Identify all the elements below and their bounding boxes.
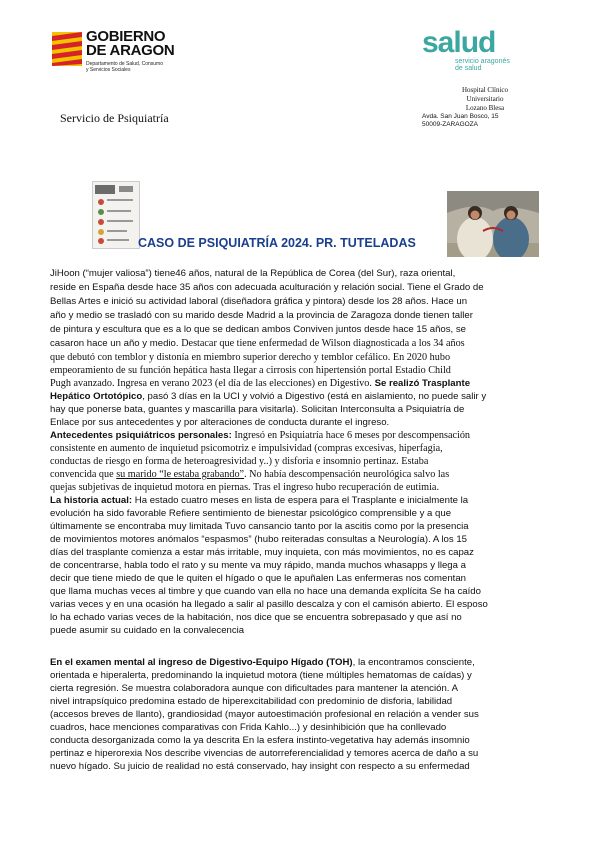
- text-line: hay que ponerse bata, guantes y mascarilla para visitarla). Solicitan Interconsulta a Psiquiatría de: [50, 404, 465, 415]
- text-line: últimamente se encontraba muy limitada Tuvo cansancio tanto por la ascitis como por la presencia: [50, 521, 469, 532]
- text-line: consistente en aumento de inquietud psicomotriz e impulsividad (compras excesivas, hiperfagia,: [50, 443, 443, 454]
- service-name: Servicio de Psiquiatría: [60, 111, 169, 125]
- drawing-image: [92, 181, 140, 249]
- salud-wordmark: salud: [422, 26, 496, 59]
- text-line: conductas de riesgo en forma de heteroagresividad y..) y disforia e insomnio pertinaz. Estaba: [50, 456, 429, 467]
- text-line: empeoramiento de su función hepática hasta llegar a cirrosis con hipertensión portal Estadio Child: [50, 365, 451, 376]
- text-line: año y medio se trasladó con su marido desde Madrid a la provincia de Zaragoza donde tienen taller: [50, 310, 473, 321]
- frida-painting-image: [447, 191, 539, 257]
- text-line: convencida que su marido “le estaba grabando”. No había descompensación neurológica salvo las: [50, 469, 450, 480]
- text-line: cuadros, hace menciones comparativas con Frida Kahlo...) y desinhibición que ha conllevado: [50, 722, 447, 733]
- text-line: evolución ha sido favorable Refiere sentimiento de bienestar psicológico comprensible y a que: [50, 508, 452, 519]
- gov-name: GOBIERNO DE ARAGON: [86, 28, 175, 59]
- text-line: que debutó con temblor y distonía en miembro superior derecho y temblor cefálico. En 2020 hubo: [50, 352, 451, 363]
- text-line: Pugh avanzado. Ingresa en verano 2023 (el día de las elecciones) en Digestivo. Se realizó Trasplante: [50, 378, 471, 389]
- text-line: cierta regresión. Se muestra colaboradora aunque con dificultades para mantener la atención. A: [50, 683, 458, 694]
- text-line: Bellas Artes e inició su actividad laboral (diseñadora gráfica y pintora) desde los 28 años. Hace un: [50, 296, 468, 307]
- text-line: que llama muchas veces al timbre y que cuando van ella no hace una demanda explícita Se ha caído: [50, 586, 481, 597]
- gobierno-aragon-logo: [52, 30, 192, 82]
- text-line: varias veces y en una ocasión ha llegado a salir al pasillo descalza y con el camisón abierto. El esposo: [50, 599, 488, 610]
- text-line: JiHoon (“mujer valiosa”) tiene46 años, natural de la República de Corea (del Sur), raza oriental,: [50, 268, 456, 279]
- text-line: días del trasplante comienza a estar más irritable, muy inquieta, con más movimientos, no es capaz: [50, 547, 474, 558]
- text-line: casaron hace un año y medio. Destacar que tiene enfermedad de Wilson diagnosticada a los 34 años: [50, 338, 465, 349]
- text-line: quejas subjetivas de inquietud motora en piernas. Tras el ingreso hubo recuperación de eutimia.: [50, 482, 440, 493]
- gov-department: Departamento de Salud, Consumo y Servicios Sociales: [86, 61, 163, 73]
- text-line: nivel intrapsíquico predomina estado de hiperexcitabilidad con predominio de disforia, labilidad: [50, 696, 453, 707]
- text-line: Hepático Ortotópico, pasó 3 días en la UCI y volvió a Digestivo (está en aislamiento, no puede salir y: [50, 391, 487, 402]
- text-line: decir que tiene miedo de que le quiten el hígado o que le apuñalen Las enfermeras nos comentan: [50, 573, 467, 584]
- case-title: CASO DE PSIQUIATRÍA 2024. PR. TUTELADAS: [138, 236, 416, 250]
- text-line: de concentrarse, habla todo el rato y su mente va muy rápido, manda muchos whasapps y llega a: [50, 560, 466, 571]
- hospital-address: Avda. San Juan Bosco, 15 50009-ZARAGOZA: [422, 113, 499, 128]
- salud-subtitle: servicio aragonés de salud: [455, 58, 510, 72]
- text-line: nuevo hígado. Su juicio de realidad no está conservado, hay insight con respecto a su enfermedad: [50, 761, 470, 772]
- text-line: conducta desorganizada como la ya descrita En la esfera instinto-vegetativa hay además insomnio: [50, 735, 470, 746]
- text-line: lo ha echado varias veces de la habitación, nos dice que se encuentra sobrepasado y que así no: [50, 612, 462, 623]
- aragon-flag-icon: [52, 32, 82, 66]
- text-line: de movimientos motores anómalos “espasmos” (hubo reiteradas consultas a Neurología). A los 15: [50, 534, 468, 545]
- text-line: Enlace por sus antecedentes y por alteraciones de conducta durante el ingreso.: [50, 417, 390, 428]
- text-line: En el examen mental al ingreso de Digestivo-Equipo Hígado (TOH), la encontramos consciente,: [50, 657, 475, 668]
- hospital-name: Hospital Clínico Universitario Lozano Blesa: [461, 86, 509, 112]
- text-line: Antecedentes psiquiátricos personales: Ingresó en Psiquiatría hace 6 meses por descompensación: [50, 430, 471, 441]
- text-line: orientada e hiperalerta, predominando la inquietud motora (tiene múltiples hematomas de caídas) y: [50, 670, 472, 681]
- text-line: reside en España desde hace 35 años con adecuada aculturación y relación social. Tiene el Grado de: [50, 282, 484, 293]
- salud-logo: [422, 28, 522, 78]
- text-line: (accesos breves de llanto), grandiosidad (mayor autoestimación profesional en relación a vender sus: [50, 709, 479, 720]
- text-line: pertinaz e hiperorexia Nos describe vivencias de autorreferencialidad y temores acerca de daño a su: [50, 748, 479, 759]
- text-line: puede asumir su cuidado en la convalecencia: [50, 625, 245, 636]
- text-line: de pintura y escultura que es a lo que se dedican ambos Conviven juntos desde hace 15 años, se: [50, 324, 467, 335]
- text-line: La historia actual: Ha estado cuatro meses en lista de espera para el Trasplante e inicialmente la: [50, 495, 469, 506]
